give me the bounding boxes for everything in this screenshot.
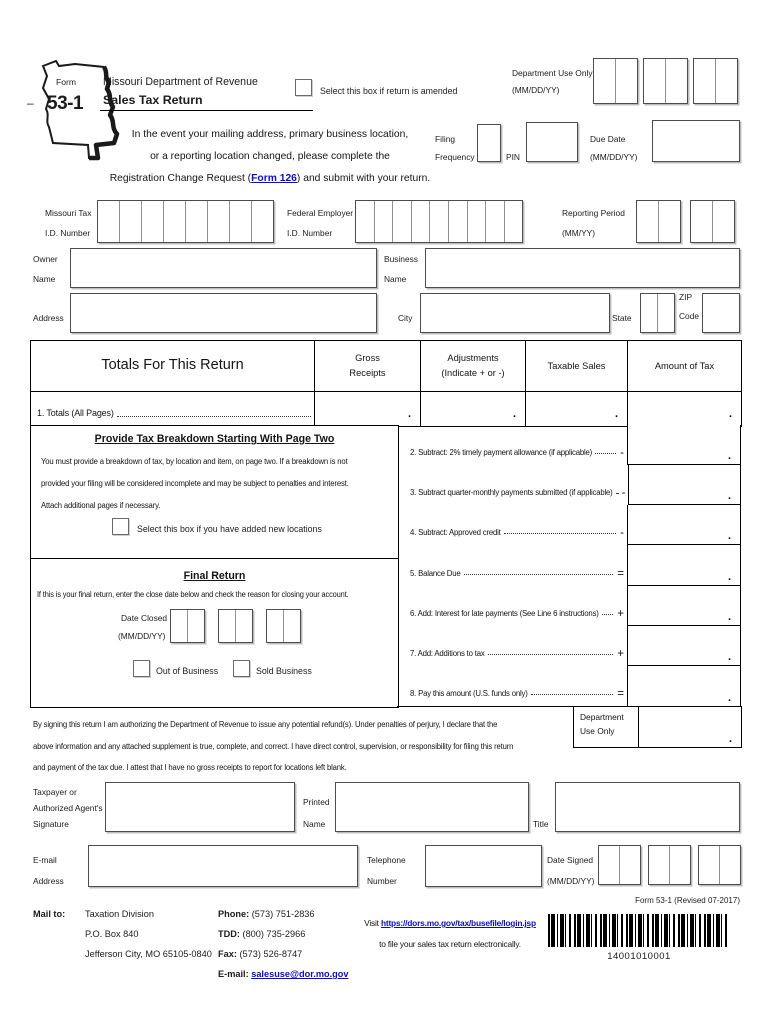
email-label-2: Address	[33, 876, 64, 886]
barcode	[548, 914, 730, 947]
dept-use-amount-field[interactable]: .	[728, 733, 732, 745]
line-4-amount-field[interactable]: .	[627, 505, 740, 545]
line-2-row: 2. Subtract: 2% timely payment allowance (if applicable) - .	[397, 425, 740, 465]
reporting-period-label-1: Reporting Period	[562, 208, 625, 218]
title-label: Title	[533, 819, 549, 829]
telephone-field[interactable]	[425, 845, 542, 887]
business-label-2: Name	[384, 274, 407, 284]
date-closed-dd[interactable]	[218, 609, 253, 643]
due-date-field[interactable]	[652, 120, 740, 162]
date-signed-label-2: (MM/DD/YY)	[547, 876, 595, 886]
notice-line-3: Registration Change Request (Form 126) and submit with your return.	[109, 173, 431, 184]
mail-to-line-3: Jefferson City, MO 65105-0840	[85, 949, 212, 959]
sold-business-label: Sold Business	[256, 666, 312, 676]
owner-label-2: Name	[33, 274, 56, 284]
mo-tax-id-label-2: I.D. Number	[45, 228, 91, 238]
taxpayer-label-2: Authorized Agent's	[33, 803, 103, 813]
new-locations-label: Select this box if you have added new locations	[137, 524, 322, 534]
line-2-amount-field[interactable]: .	[627, 425, 740, 465]
phone-row: Phone: (573) 751-2836	[218, 909, 315, 919]
dept-use-only-label: Department Use Only	[512, 68, 593, 78]
out-of-business-checkbox[interactable]	[133, 660, 150, 677]
col-amount-of-tax: Amount of Tax	[627, 341, 741, 391]
line-3-row: 3. Subtract quarter-monthly payments submitted (if applicable) - .	[397, 465, 740, 505]
mo-tax-id-field[interactable]	[97, 200, 274, 243]
efile-notice: Visit https://dors.mo.gov/tax/busefile/login.jsp to file your sales tax return electronically.	[352, 913, 548, 955]
final-return-box	[30, 558, 399, 708]
dept-use-date-mm[interactable]	[593, 58, 638, 104]
email-label-1: E-mail	[33, 855, 57, 865]
certification-line-1: By signing this return I am authorizing the Department of Revenue to issue any potential refund(s). Under penalties of perjury, I declare that the	[33, 720, 498, 729]
line-3-operator: -	[621, 487, 626, 500]
amended-label: Select this box if return is amended	[320, 86, 458, 96]
email-field[interactable]	[88, 845, 358, 887]
certification-line-3: and payment of the tax due. I attest that I have no gross receipts to report for locations left blank.	[33, 763, 347, 772]
dept-use-box-label-2: Use Only	[580, 725, 615, 736]
taxpayer-label-3: Signature	[33, 819, 69, 829]
totals-row-1	[31, 392, 741, 426]
line-2-operator: -	[620, 447, 624, 460]
fein-label-1: Federal Employer	[287, 208, 354, 218]
filing-frequency-field[interactable]	[477, 124, 501, 162]
notice-line-1: In the event your mailing address, primary business location,	[131, 129, 409, 140]
reporting-period-label-2: (MM/YY)	[562, 228, 596, 238]
efile-notice-line-2: to file your sales tax return electronically.	[379, 939, 521, 949]
line-7-operator: +	[617, 647, 624, 660]
form-number: 53-1	[47, 93, 84, 114]
date-signed-mm[interactable]	[598, 845, 641, 885]
final-return-title: Final Return	[183, 570, 246, 582]
margin-dash: –	[27, 96, 34, 110]
business-label-1: Business	[384, 254, 418, 264]
fein-label-2: I.D. Number	[287, 228, 333, 238]
col-gross-receipts: Gross Receipts	[314, 341, 420, 391]
address-change-notice	[60, 124, 480, 190]
business-name-field[interactable]	[425, 248, 740, 288]
zip-field[interactable]	[702, 293, 740, 333]
form-title: Sales Tax Return	[103, 93, 203, 107]
date-signed-label-1: Date Signed	[547, 855, 594, 865]
certification-text	[33, 714, 573, 779]
dept-use-only-box	[573, 706, 742, 748]
breakdown-box	[30, 425, 399, 560]
row1-amount-cell[interactable]: .	[627, 392, 741, 426]
row1-taxable-cell[interactable]: .	[525, 392, 627, 426]
dept-use-box-label-1: Department	[580, 712, 624, 722]
mail-to-line-2: P.O. Box 840	[85, 929, 139, 939]
due-date-label-2: (MM/DD/YY)	[590, 152, 638, 162]
breakdown-line-1: You must provide a breakdown of tax, by location and item, on page two. If a breakdown is not	[41, 457, 348, 466]
reporting-period-mm[interactable]	[636, 200, 681, 243]
address-field[interactable]	[70, 293, 377, 333]
totals-table-header	[31, 341, 741, 392]
amended-checkbox[interactable]	[295, 79, 312, 96]
row1-label: 1. Totals (All Pages)	[37, 407, 114, 418]
title-underline	[100, 110, 313, 111]
telephone-label-2: Number	[367, 876, 397, 886]
pin-label: PIN	[506, 152, 520, 162]
breakdown-title: Provide Tax Breakdown Starting With Page Two	[94, 433, 335, 445]
col-adjustments: Adjustments (Indicate + or -)	[420, 341, 525, 391]
reporting-period-yy[interactable]	[690, 200, 735, 243]
zip-label-2: Code	[679, 311, 700, 321]
date-signed-dd[interactable]	[648, 845, 691, 885]
out-of-business-label: Out of Business	[156, 666, 219, 676]
form-126-link[interactable]: Form 126	[251, 173, 297, 184]
dot-leader	[117, 416, 311, 417]
col-taxable-sales: Taxable Sales	[525, 341, 627, 391]
city-field[interactable]	[420, 293, 610, 333]
line-5-operator: =	[617, 567, 624, 580]
line-6-operator: +	[617, 607, 624, 620]
zip-label-1: ZIP	[679, 292, 693, 302]
form-word: Form	[56, 77, 77, 87]
line-6-row: 6. Add: Interest for late payments (See Line 6 instructions) + .	[397, 586, 740, 626]
date-closed-mm[interactable]	[170, 609, 205, 643]
state-field[interactable]	[640, 293, 675, 333]
sold-business-checkbox[interactable]	[233, 660, 250, 677]
line-8-operator: =	[617, 687, 624, 700]
filing-frequency-label-2: Frequency	[435, 152, 475, 162]
pin-field[interactable]	[526, 122, 578, 162]
state-label: State	[612, 313, 632, 323]
printed-name-label-2: Name	[303, 819, 326, 829]
row1-gross-cell[interactable]: .	[314, 392, 420, 426]
line-4-row: 4. Subtract: Approved credit - .	[397, 505, 740, 545]
totals-table	[30, 340, 742, 427]
notice-line-2: or a reporting location changed, please complete the	[150, 151, 390, 162]
city-label: City	[398, 313, 413, 323]
mail-to-line-1: Taxation Division	[85, 909, 154, 919]
tax-lines-region	[397, 425, 741, 707]
printed-name-field[interactable]	[335, 782, 529, 832]
agency-name: Missouri Department of Revenue	[103, 76, 258, 88]
barcode-number: 14001010001	[607, 951, 671, 962]
salesuse-email-link[interactable]: salesuse@dor.mo.gov	[251, 969, 349, 979]
date-closed-label-1: Date Closed	[121, 613, 168, 623]
final-return-body: If this is your final return, enter the close date below and check the reason for closing your account.	[37, 590, 349, 599]
breakdown-line-2: provided your filing will be considered incomplete and may be subject to penalties and interest.	[41, 479, 349, 488]
dept-use-date-yy[interactable]	[693, 58, 738, 104]
line-8-row: 8. Pay this amount (U.S. funds only) = .	[397, 666, 740, 706]
date-closed-label-2: (MM/DD/YY)	[118, 631, 166, 641]
breakdown-line-3: Attach additional pages if necessary.	[41, 501, 161, 510]
form-revision: Form 53-1 (Revised 07-2017)	[635, 896, 740, 905]
filing-frequency-label-1: Filing	[435, 134, 456, 144]
tdd-row: TDD: (800) 735-2966	[218, 929, 306, 939]
line-3-amount-field[interactable]: .	[628, 465, 740, 505]
line-4-operator: -	[620, 527, 624, 540]
title-field[interactable]	[555, 782, 740, 832]
owner-label-1: Owner	[33, 254, 58, 264]
mail-to-label: Mail to:	[33, 909, 66, 919]
due-date-label-1: Due Date	[590, 134, 626, 144]
printed-name-label-1: Printed	[303, 797, 330, 807]
line-7-amount-field[interactable]: .	[627, 626, 740, 666]
certification-line-2: above information and any attached supplement is true, complete, and correct. I have direct control, supervision, or responsibility for filing this return	[33, 741, 514, 751]
date-signed-yy[interactable]	[698, 845, 741, 885]
telephone-label-1: Telephone	[367, 855, 406, 865]
totals-title: Totals For This Return	[101, 357, 244, 374]
efile-link[interactable]: https://dors.mo.gov/tax/busefile/login.jsp	[380, 918, 536, 928]
line-6-amount-field[interactable]: .	[627, 586, 740, 626]
owner-name-field[interactable]	[70, 248, 377, 288]
signature-field[interactable]	[105, 782, 295, 832]
line-5-row: 5. Balance Due = .	[397, 545, 740, 585]
address-label: Address	[33, 313, 64, 323]
taxpayer-label-1: Taxpayer or	[33, 787, 77, 797]
line-5-amount-field[interactable]: .	[627, 545, 740, 585]
new-locations-checkbox[interactable]	[112, 518, 129, 535]
dept-use-only-format: (MM/DD/YY)	[512, 85, 560, 95]
line-8-amount-field[interactable]: .	[627, 666, 740, 706]
fein-field[interactable]	[355, 200, 523, 243]
fax-row: Fax: (573) 526-8747	[218, 949, 303, 959]
row1-adjustments-cell[interactable]: .	[420, 392, 525, 426]
dept-use-date-dd[interactable]	[643, 58, 688, 104]
email-row: E-mail: salesuse@dor.mo.gov	[218, 969, 349, 979]
mo-tax-id-label-1: Missouri Tax	[45, 208, 92, 218]
line-7-row: 7. Add: Additions to tax + .	[397, 626, 740, 666]
date-closed-yy[interactable]	[266, 609, 301, 643]
